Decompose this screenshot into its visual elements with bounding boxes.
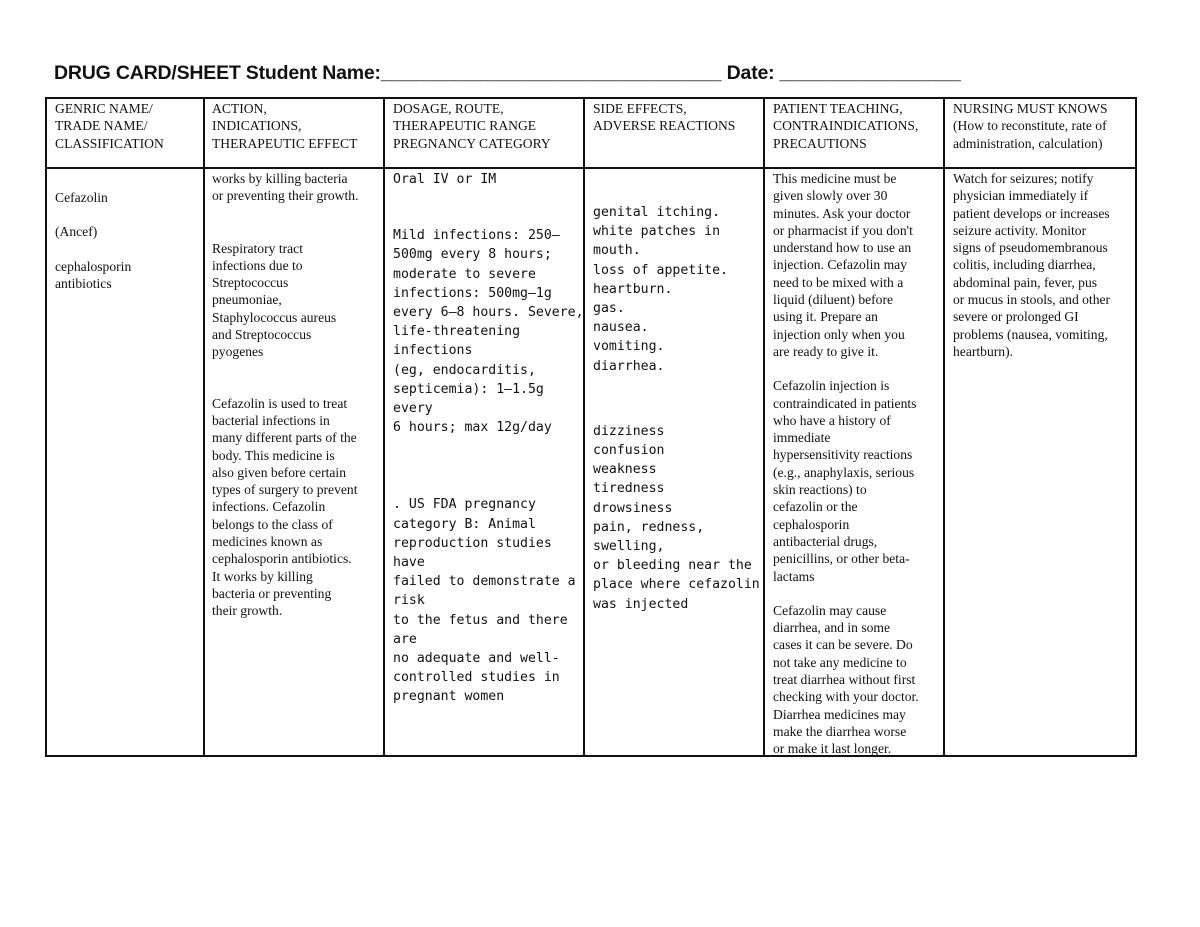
header-nursing-must-knows — [953, 100, 1135, 166]
student-name-blank: ________________________________ — [380, 62, 722, 84]
patient-teaching: This medicine must be given slowly over 30 minutes. Ask your doctor or pharmacist if you don't understand how to use an injection. Cefazolin may need to be mixed with a liquid (diluent) before using it. Prepare an injection only when you are ready to give it. — [773, 171, 913, 359]
header-line: THERAPEUTIC EFFECT — [212, 135, 358, 151]
cell-dosage — [393, 170, 585, 707]
title-heading: DRUG CARD/SHEET Student Name: — [54, 62, 381, 84]
side-effects-other: dizziness confusion weakness tiredness drowsiness pain, redness, swelling, or bleeding near the place where cefazolin was injected — [593, 423, 760, 612]
precautions: Cefazolin may cause diarrhea, and in some cases it can be severe. Do not take any medicine to treat diarrhea without first checking with your doctor. Diarrhea medicines may make the diarrhea worse or make it last longer. — [773, 602, 919, 757]
header-line: administration, calculation) — [953, 135, 1103, 151]
cell-action — [212, 170, 387, 620]
drug-card-title — [54, 62, 961, 85]
dosage-route: Oral IV or IM — [393, 172, 497, 187]
header-line: GENRIC NAME/ — [55, 101, 153, 116]
date-blank: _________________ — [779, 62, 961, 84]
therapeutic-range: Mild infections: 250– 500mg every 8 hours; moderate to severe infections: 500mg–1g every 6–8 hours. Severe, life-threatening infections (eg, endocarditis, septicemia): 1–1.5g every 6 hours; max 12g/day — [393, 228, 584, 436]
header-side-effects — [593, 100, 767, 166]
header-line: PREGNANCY CATEGORY — [393, 135, 551, 151]
generic-name: Cefazolin — [55, 190, 108, 205]
cell-side-effects — [593, 170, 767, 614]
contraindications: Cefazolin injection is contraindicated in patients who have a history of immediate hypersensitivity reactions (e.g., anaphylaxis, serious skin reactions) to cefazolin or the cephalosporin antibacterial drugs, penicillins, or other beta- lactams — [773, 378, 917, 584]
nursing-notes: Watch for seizures; notify physician immediately if patient develops or increases seizure activity. Monitor signs of pseudomembranous colitis, including diarrhea, abdominal pain, fever, pus or mucus in stools, and other severe or prolonged GI problems (nausea, vomiting, heartburn). — [953, 171, 1111, 359]
cell-nursing-must-knows — [953, 170, 1135, 360]
header-patient-teaching — [773, 100, 945, 166]
header-line: TRADE NAME/ — [55, 118, 148, 134]
pregnancy-category: . US FDA pregnancy category B: Animal reproduction studies have failed to demonstrate a risk to the fetus and there are no adequate and well- controlled studies in pregnant women — [393, 497, 576, 705]
header-line: ACTION, — [212, 101, 267, 116]
indications: Respiratory tract infections due to Streptococcus pneumoniae, Staphylococcus aureus and Streptococcus pyogenes — [212, 240, 337, 360]
header-line: THERAPEUTIC RANGE — [393, 118, 537, 134]
header-line: NURSING MUST KNOWS — [953, 101, 1108, 116]
drug-description: Cefazolin is used to treat bacterial infections in many different parts of the body. This medicine is also given before certain types of surgery to prevent infections. Cefazolin belongs to the class of medicines known as cephalosporin antibiotics. It works by killing bacteria or preventing their growth. — [212, 395, 358, 619]
header-line: CLASSIFICATION — [55, 135, 164, 151]
cell-generic-name — [55, 170, 207, 292]
header-line: PATIENT TEACHING, — [773, 101, 903, 116]
header-action — [212, 100, 387, 166]
header-divider — [47, 167, 1135, 169]
header-line: ADVERSE REACTIONS — [593, 118, 736, 134]
header-line: PRECAUTIONS — [773, 135, 867, 151]
side-effects-common: genital itching. white patches in mouth. loss of appetite. heartburn. gas. nausea. vomiting. diarrhea. — [593, 205, 728, 374]
cell-patient-teaching — [773, 170, 945, 758]
header-line: CONTRAINDICATIONS, — [773, 118, 919, 134]
header-line: DOSAGE, ROUTE, — [393, 101, 504, 116]
date-label: Date: — [721, 62, 780, 84]
header-dosage — [393, 100, 585, 166]
drug-classification: cephalosporin antibiotics — [55, 258, 132, 291]
header-line: INDICATIONS, — [212, 118, 302, 134]
header-line: SIDE EFFECTS, — [593, 101, 687, 116]
header-line: (How to reconstitute, rate of — [953, 118, 1107, 134]
trade-name: (Ancef) — [55, 224, 98, 240]
header-generic-name — [55, 100, 207, 166]
therapeutic-effect: works by killing bacteria or preventing their growth. — [212, 171, 359, 204]
drug-card-table — [45, 97, 1137, 757]
